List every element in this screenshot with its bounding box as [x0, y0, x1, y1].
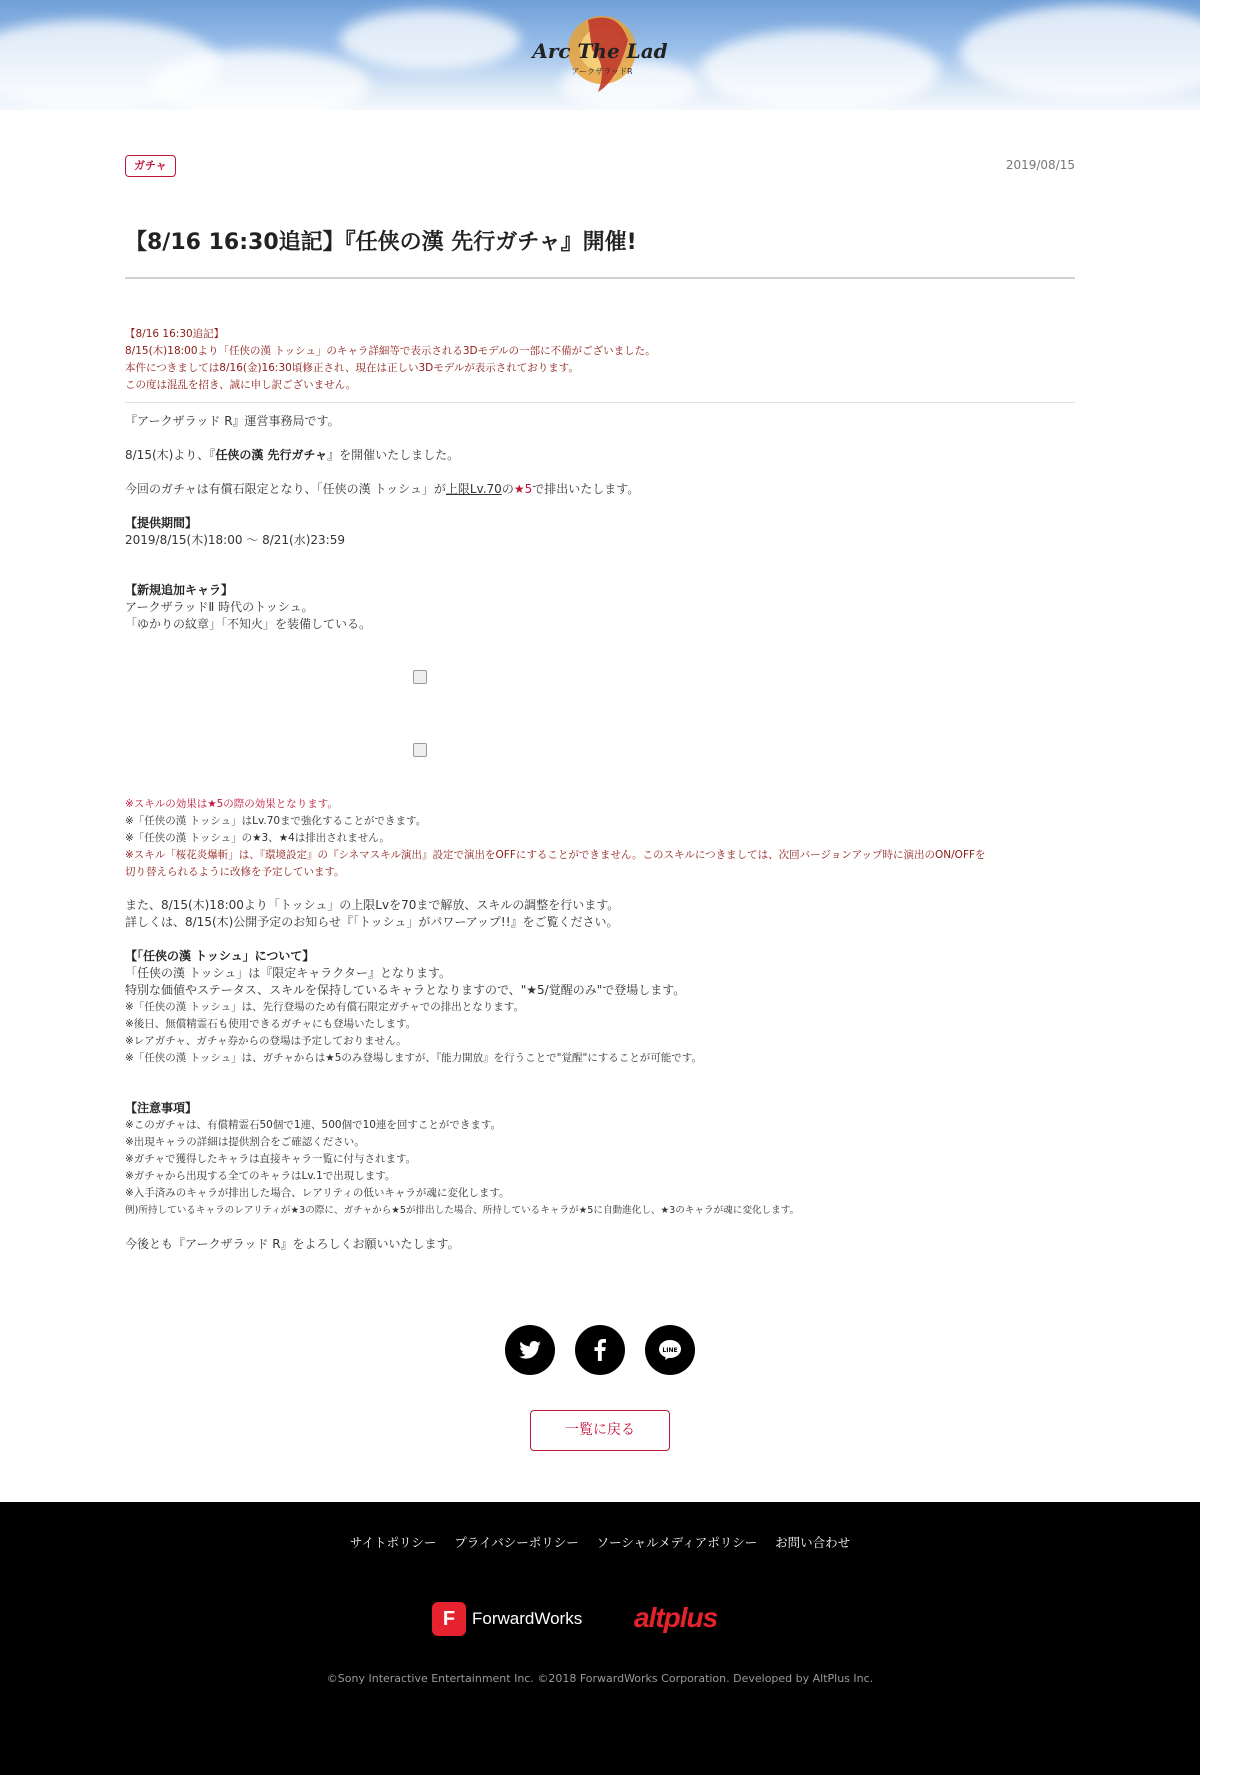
about-note: ※「任侠の漢 トッシュ」は、ガチャからは★5のみ登場しますが、『能力開放』を行うことで"覚醒"にすることが可能です。	[125, 1052, 702, 1064]
title-divider	[125, 277, 1075, 279]
closing-text: 今後とも『アークザラッド R』をよろしくお願いいたします。	[125, 1237, 460, 1251]
forwardworks-name: ForwardWorks	[472, 1609, 583, 1628]
footer-link-contact[interactable]: お問い合わせ	[775, 1535, 851, 1550]
caution-line: ※入手済みのキャラが排出した場合、レアリティの低いキャラが魂に変化します。	[125, 1187, 510, 1199]
footer-link-privacy-policy[interactable]: プライバシーポリシー	[454, 1535, 579, 1550]
period-heading: 【提供期間】	[125, 516, 198, 530]
about-note: ※「任侠の漢 トッシュ」は、先行登場のため有償石限定ガチャでの排出となります。	[125, 1001, 524, 1013]
back-to-list-button[interactable]: 一覧に戻る	[530, 1410, 670, 1451]
newchar-text: 「ゆかりの紋章」「不知火」を装備している。	[125, 617, 372, 631]
note-line: ※スキル「桜花炎爆斬」は、『環境設定』の『シネマスキル演出』設定で演出をOFFにすることができません。このスキルにつきましては、次回バージョンアップ時に演出のON/OFFを	[125, 849, 986, 861]
intro-text: 『アークザラッド R』運営事務局です。	[125, 414, 340, 428]
arc-the-lad-logo[interactable]	[532, 10, 668, 100]
copyright-text: ©Sony Interactive Entertainment Inc. ©2018 ForwardWorks Corporation. Developed by AltPlus Inc.	[326, 1672, 874, 1685]
footer	[0, 1502, 1200, 1775]
skill-image-broken-icon	[413, 743, 427, 757]
note-line: 切り替えられるように改修を予定しています。	[125, 866, 345, 878]
notice-line: 本件につきましては8/16(金)16:30頃修正され、現在は正しい3Dモデルが表示されております。	[125, 362, 579, 374]
about-heading: 【「任侠の漢 トッシュ」について】	[125, 949, 315, 963]
caution-line: ※出現キャラの詳細は提供割合をご確認ください。	[125, 1136, 365, 1148]
also-text: また、8/15(木)18:00より「トッシュ」の上限Lvを70まで解放、スキルの調整を行います。	[125, 898, 620, 912]
footer-links	[0, 1533, 1200, 1551]
twitter-icon	[519, 1341, 541, 1359]
newchar-heading: 【新規追加キャラ】	[125, 583, 234, 597]
period-text: 2019/8/15(木)18:00 〜 8/21(水)23:59	[125, 533, 345, 547]
open-text: 8/15(木)より、『任侠の漢 先行ガチャ』を開催いたしました。	[125, 448, 460, 462]
svg-text:LINE: LINE	[662, 1347, 678, 1354]
facebook-icon	[594, 1339, 606, 1361]
note-line: ※「任侠の漢 トッシュ」はLv.70まで強化することができます。	[125, 815, 427, 827]
category-tag[interactable]: ガチャ	[125, 155, 176, 177]
about-note: ※後日、無償精霊石も使用できるガチャにも登場いたします。	[125, 1018, 417, 1030]
newchar-text: アークザラッドⅡ 時代のトッシュ。	[125, 600, 314, 614]
gacha-text: 今回のガチャは有償石限定となり、「任侠の漢 トッシュ」が上限Lv.70の★5で排出いたします。	[125, 482, 640, 496]
article-title: 【8/16 16:30追記】『任侠の漢 先行ガチャ』開催!	[125, 230, 637, 255]
footer-link-site-policy[interactable]: サイトポリシー	[349, 1535, 437, 1550]
footer-link-social-media-policy[interactable]: ソーシャルメディアポリシー	[596, 1535, 758, 1550]
caution-line: ※このガチャは、有償精霊石50個で1連、500個で10連を回すことができます。	[125, 1119, 502, 1131]
caution-example: 例)所持しているキャラのレアリティが★3の際に、ガチャから★5が排出した場合、所持しているキャラが★5に自動進化し、★3のキャラが魂に変化します。	[125, 1205, 800, 1216]
forwardworks-logo[interactable]	[432, 1602, 592, 1636]
about-text: 特別な価値やステータス、スキルを保持しているキャラとなりますので、"★5/覚醒のみ"で登場します。	[125, 983, 686, 997]
forwardworks-mark-icon: F	[432, 1602, 466, 1636]
twitter-share-button[interactable]	[505, 1325, 555, 1375]
notice-divider	[125, 402, 1075, 403]
header-banner	[0, 0, 1200, 110]
also-text: 詳しくは、8/15(木)公開予定のお知らせ『「トッシュ」がパワーアップ!!』をご覧ください。	[125, 915, 619, 929]
caution-heading: 【注意事項】	[125, 1101, 198, 1115]
post-date: 2019/08/15	[1005, 158, 1075, 172]
notice-heading: 【8/16 16:30追記】	[125, 328, 225, 340]
caution-line: ※ガチャで獲得したキャラは直接キャラ一覧に付与されます。	[125, 1153, 417, 1165]
note-line: ※「任侠の漢 トッシュ」の★3、★4は排出されません。	[125, 832, 390, 844]
svg-text:Arc The Lad: Arc The Lad	[532, 39, 668, 63]
about-text: 「任侠の漢 トッシュ」は『限定キャラクター』となります。	[125, 966, 452, 980]
caution-line: ※ガチャから出現する全てのキャラはLv.1で出現します。	[125, 1170, 396, 1182]
about-note: ※レアガチャ、ガチャ券からの登場は予定しておりません。	[125, 1035, 407, 1047]
notice-line: 8/15(木)18:00より「任侠の漢 トッシュ」のキャラ詳細等で表示される3Dモデルの一部に不備がございました。	[125, 345, 656, 357]
facebook-share-button[interactable]	[575, 1325, 625, 1375]
line-share-button[interactable]	[645, 1325, 695, 1375]
svg-text:アークザラッドR: アークザラッドR	[571, 67, 633, 76]
character-image-broken-icon	[413, 670, 427, 684]
line-icon	[658, 1339, 682, 1361]
altplus-logo[interactable]: altplus	[634, 1602, 718, 1633]
notice-line: この度は混乱を招き、誠に申し訳ございません。	[125, 379, 357, 391]
skill-note: ※スキルの効果は★5の際の効果となります。	[125, 798, 338, 810]
